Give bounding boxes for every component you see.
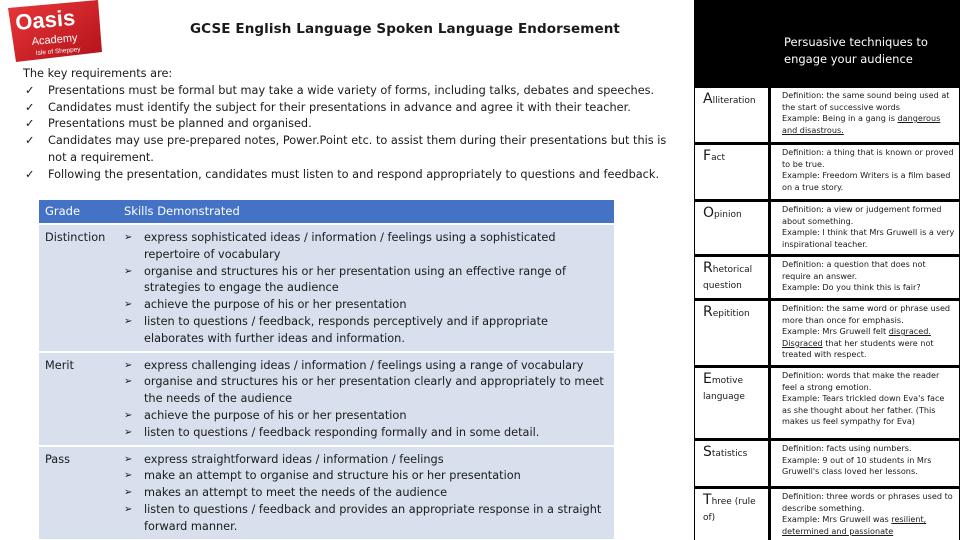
grade-cell: Distinction [39,224,118,352]
requirements-intro: The key requirements are: [23,67,173,80]
requirement-item [23,116,673,133]
skill-item: ➢ express challenging ideas / information / feelings using a range of vocabulary [124,358,608,375]
grade-cell: Merit [39,352,118,446]
arrow-bullet-icon: ➢ [124,299,133,311]
technique-definition: Definition: three words or phrases used to describe something. Example: Mrs Gruwell was resilient, determined and passionate [782,491,953,536]
skill-item: ➢ listen to questions / feedback and provides an appropriate response in a straight forward manner. [124,502,608,536]
persuasive-techniques-panel [694,0,960,540]
technique-row [695,489,959,540]
requirements-list [23,83,673,184]
arrow-bullet-icon: ➢ [124,453,133,465]
page-title: GCSE English Language Spoken Language Endorsement [190,21,620,37]
logo-line3: Isle of Sheppey [35,46,81,57]
technique-definition: Definition: a thing that is known or proved to be true. Example: Freedom Writers is a film based on a true story. [782,147,954,192]
requirement-text: Following the presentation, candidates must listen to and respond appropriately to questions and feedback. [48,167,660,181]
grade-cell: Pass [39,446,118,540]
requirements-section [23,66,673,184]
requirement-text: Candidates must identify the subject for their presentations in advance and agree it with their teacher. [48,100,631,114]
technique-definition: Definition: facts using numbers. Example: 9 out of 10 students in Mrs Gruwell's class loved her lessons. [782,443,932,476]
arrow-bullet-icon: ➢ [124,503,133,515]
arrow-bullet-icon: ➢ [124,470,133,482]
arrow-bullet-icon: ➢ [124,376,133,388]
checkmark-icon: ✓ [25,117,35,131]
skills-cell [118,446,614,540]
skill-item: ➢ make an attempt to organise and structure his or her presentation [124,468,608,485]
technique-row [695,145,959,199]
requirement-item [23,167,673,184]
skill-item: ➢ organise and structures his or her presentation clearly and appropriately to meet the needs of the audience [124,374,608,408]
arrow-bullet-icon: ➢ [124,409,133,421]
technique-term: Three (rule of) [695,489,771,540]
requirement-item [23,100,673,117]
technique-definition: Definition: a question that does not require an answer. Example: Do you think this is fair? [782,259,926,292]
arrow-bullet-icon: ➢ [124,487,133,499]
requirement-text: Presentations must be formal but may take a wide variety of forms, including talks, debates and speeches. [48,83,655,97]
requirement-text: Candidates may use pre-prepared notes, Power.Point etc. to assist them during their presentations but this is not a requirement. [48,134,667,164]
arrow-bullet-icon: ➢ [124,426,133,438]
skill-item: ➢ makes an attempt to meet the needs of the audience [124,485,608,502]
checkmark-icon: ✓ [25,167,35,181]
checkmark-icon: ✓ [25,134,35,148]
technique-definition: Definition: the same sound being used at the start of successive words Example: Being in a gang is dangerous and disastrous. [782,90,950,135]
arrow-bullet-icon: ➢ [124,232,133,243]
grade-table [39,200,614,540]
technique-row [695,368,959,438]
skill-item: ➢ express sophisticated ideas / information / feelings using a sophisticated repertoire of vocabulary [124,230,608,264]
arrow-bullet-icon: ➢ [124,265,133,277]
skills-cell [118,224,614,352]
header-skills: Skills Demonstrated [118,200,614,224]
oasis-academy-logo [2,0,102,62]
technique-term: Rhetorical question [695,257,771,298]
table-header-row [39,200,614,224]
requirement-text: Presentations must be planned and organised. [48,117,312,131]
skill-item: ➢ achieve the purpose of his or her presentation [124,297,608,314]
technique-term: Emotive language [695,368,771,438]
arrow-bullet-icon: ➢ [124,315,133,327]
table-row [39,352,614,446]
checkmark-icon: ✓ [25,100,35,114]
requirement-item [23,133,673,167]
technique-row [695,257,959,298]
technique-row [695,202,959,254]
technique-term: Opinion [695,202,771,254]
table-row [39,446,614,540]
skills-cell [118,352,614,446]
technique-definition: Definition: words that make the reader feel a strong emotion. Example: Tears trickled down Eva's face as she thought about her father. (This makes us feel sympathy for Eva) [782,370,945,426]
arrow-bullet-icon: ➢ [124,359,133,371]
skill-item: ➢ achieve the purpose of his or her presentation [124,408,608,425]
requirement-item [23,83,673,100]
technique-row [695,301,959,365]
checkmark-icon: ✓ [25,83,35,97]
technique-term: Statistics [695,441,771,486]
skill-item: ➢ express straightforward ideas / information / feelings [124,452,608,469]
technique-definition: Definition: the same word or phrase used more than once for emphasis. Example: Mrs Gruwell felt disgraced. Disgraced that her students were not treated with respect. [782,303,951,359]
technique-term: Repitition [695,301,771,365]
persuasive-title: Persuasive techniques to engage your audience [772,28,957,94]
technique-row [695,88,959,142]
technique-term: Fact [695,145,771,199]
logo-line2: Academy [31,32,78,48]
logo-graphic [2,0,102,62]
technique-row [695,441,959,486]
header-grade: Grade [39,200,118,224]
skill-item: ➢ listen to questions / feedback responding formally and in some detail. [124,425,608,442]
logo-line1: Oasis [14,4,77,35]
technique-term: Alliteration [695,88,771,142]
technique-definition: Definition: a view or judgement formed about something. Example: I think that Mrs Gruwell is a very inspirational teacher. [782,204,955,249]
skill-item: ➢ listen to questions / feedback, responds perceptively and if appropriate elaborates with further ideas and information. [124,314,608,348]
table-row [39,224,614,352]
skill-item: ➢ organise and structures his or her presentation using an effective range of strategies to engage the audience [124,264,608,298]
